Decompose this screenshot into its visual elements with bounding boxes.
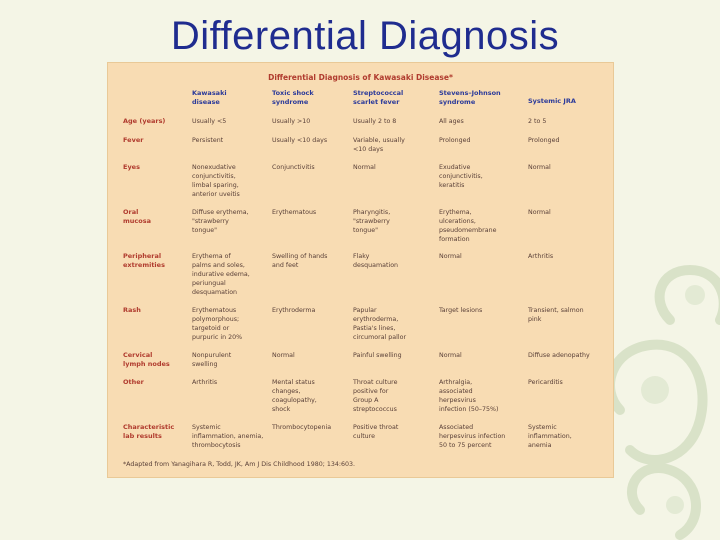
table-cell: Erythematous polymorphous; targetoid or purpuric in 20% — [192, 307, 243, 341]
table-cell: Nonpurulent swelling — [192, 352, 232, 368]
column-header-scarlet-fever: Streptococcal scarlet fever — [353, 89, 404, 106]
column-header-stevens-johnson: Stevens–Johnson syndrome — [439, 89, 501, 106]
table-cell: Arthralgia, associated herpesvirus infection (50–75%) — [439, 379, 499, 413]
table-cell: Erythroderma — [272, 307, 316, 314]
table-cell: Pharyngitis, "strawberry tongue" — [353, 209, 391, 234]
table-cell: Throat culture positive for Group A streptococcus — [353, 379, 398, 413]
table-cell: Systemic inflammation, anemia, thrombocytosis — [192, 424, 264, 449]
differential-diagnosis-table — [107, 62, 614, 478]
table-cell: Conjunctivitis — [272, 164, 315, 171]
table-cell: Nonexudative conjunctivitis, limbal sparing, anterior uveitis — [192, 164, 240, 198]
table-cell: Systemic inflammation, anemia — [528, 424, 572, 449]
table-cell: Erythema, ulcerations, pseudomembrane formation — [439, 209, 497, 243]
row-label-cervical-lymph-nodes: Cervical lymph nodes — [123, 351, 170, 368]
table-cell: Diffuse adenopathy — [528, 352, 590, 359]
table-cell: Usually <5 — [192, 118, 227, 125]
table-footnote: *Adapted from Yanagihara R, Todd, JK, Am J Dis Childhood 1980; 134:603. — [123, 461, 355, 468]
table-cell: Prolonged — [439, 137, 471, 144]
table-cell: Diffuse erythema, "strawberry tongue" — [192, 209, 249, 234]
table-cell: Target lesions — [439, 307, 483, 314]
table-cell: Thrombocytopenia — [272, 424, 332, 431]
table-cell: Normal — [353, 164, 376, 171]
table-cell: Normal — [528, 209, 551, 216]
table-cell: Pericarditis — [528, 379, 563, 386]
table-cell: Persistent — [192, 137, 224, 144]
row-label-rash: Rash — [123, 306, 141, 314]
table-cell: Usually 2 to 8 — [353, 118, 397, 125]
table-cell: Usually >10 — [272, 118, 311, 125]
table-cell: Painful swelling — [353, 352, 402, 359]
row-label-age: Age (years) — [123, 117, 166, 125]
table-cell: Transient, salmon pink — [528, 307, 584, 323]
table-cell: Swelling of hands and feet — [272, 253, 328, 269]
slide-title: Differential Diagnosis — [170, 14, 560, 58]
table-cell: Normal — [528, 164, 551, 171]
table-cell: Erythema of palms and soles, indurative edema, periungual desquamation — [192, 253, 250, 296]
column-header-toxic-shock: Toxic shock syndrome — [272, 89, 314, 106]
table-cell: Arthritis — [528, 253, 554, 260]
table-cell: Normal — [439, 253, 462, 260]
table-cell: Exudative conjunctivitis, keratitis — [439, 164, 483, 189]
row-label-oral-mucosa: Oral mucosa — [123, 208, 151, 225]
column-header-kawasaki: Kawasaki disease — [192, 89, 227, 106]
column-header-systemic-jra: Systemic JRA — [528, 97, 576, 105]
table-cell: Usually <10 days — [272, 137, 328, 144]
row-label-other: Other — [123, 378, 144, 386]
row-label-peripheral-extremities: Peripheral extremities — [123, 252, 165, 269]
table-cell: Variable, usually <10 days — [353, 137, 405, 153]
table-cell: Mental status changes, coagulopathy, shock — [272, 379, 317, 413]
table-cell: Normal — [439, 352, 462, 359]
table-cell: 2 to 5 — [528, 118, 547, 125]
table-title: Differential Diagnosis of Kawasaki Disease* — [268, 73, 453, 82]
row-label-eyes: Eyes — [123, 163, 140, 171]
row-label-characteristic-lab-results: Characteristic lab results — [123, 423, 175, 440]
table-cell: Associated herpesvirus infection 50 to 75 percent — [439, 424, 506, 449]
table-cell: Erythematous — [272, 209, 317, 216]
table-cell: Arthritis — [192, 379, 218, 386]
table-cell: Flaky desquamation — [353, 253, 399, 269]
table-cell: Prolonged — [528, 137, 560, 144]
table-cell: Papular erythroderma, Pastia's lines, circumoral pallor — [353, 307, 407, 341]
table-cell: Positive throat culture — [353, 424, 399, 440]
row-label-fever: Fever — [123, 136, 144, 144]
table-cell: All ages — [439, 118, 464, 125]
table-cell: Normal — [272, 352, 295, 359]
